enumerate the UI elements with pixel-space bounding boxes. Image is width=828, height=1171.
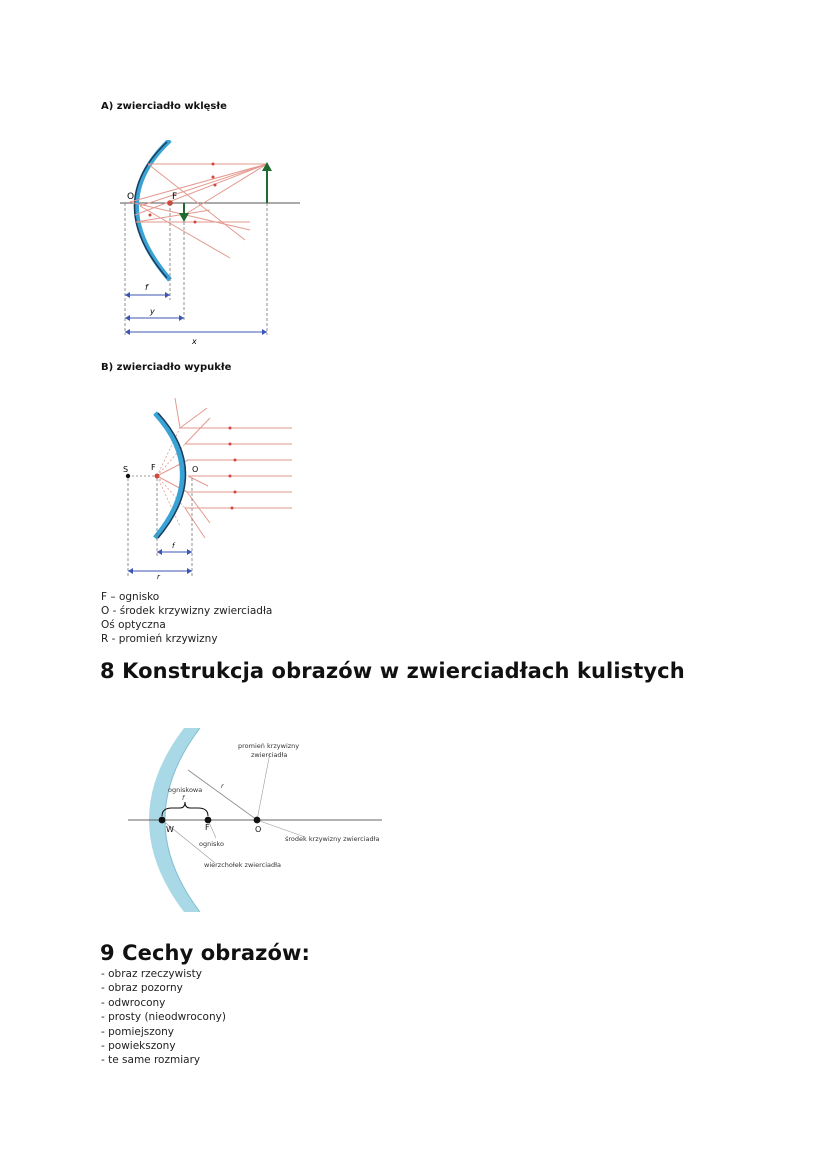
label-f: f: [182, 794, 185, 802]
label-r: r: [221, 782, 224, 790]
mirror-construction-diagram: [120, 720, 390, 920]
label-o: O: [255, 825, 262, 834]
list-item: - te same rozmiary: [101, 1054, 201, 1067]
list-item: - powiekszony: [101, 1040, 176, 1053]
label-f-dist: f: [145, 283, 148, 292]
legend: [101, 590, 272, 646]
label-f-point: F: [205, 823, 210, 832]
label-center: środek krzywizny zwierciadła: [285, 835, 380, 843]
label-w: W: [166, 825, 174, 834]
label-f-point: F: [151, 463, 156, 472]
list-item: - prosty (nieodwrocony): [101, 1011, 226, 1024]
section-a-title: A) zwierciadło wklęsłe: [101, 101, 227, 112]
image-traits-list: [101, 967, 226, 1068]
label-focal-length: ogniskowa: [168, 786, 203, 794]
label-radius-line1: promień krzywizny: [238, 742, 300, 750]
legend-item: O - środek krzywizny zwierciadła: [101, 605, 273, 617]
list-item: - obraz pozorny: [101, 982, 183, 995]
section-9-heading: 9 Cechy obrazów:: [100, 941, 311, 965]
legend-item: Oś optyczna: [101, 619, 166, 631]
label-radius-line2: zwierciadła: [251, 751, 288, 759]
label-r-dist: r: [157, 573, 160, 581]
list-item: - pomiejszony: [101, 1025, 175, 1038]
list-item: - obraz rzeczywisty: [101, 968, 202, 980]
convex-mirror-diagram: [110, 398, 300, 583]
label-vertex: wierzchołek zwierciadła: [204, 861, 281, 869]
section-b-title: B) zwierciadło wypukłe: [101, 362, 232, 373]
label-f-point: F: [172, 192, 178, 202]
legend-item: R - promień krzywizny: [101, 633, 218, 645]
label-s: S: [123, 465, 129, 474]
label-o: O: [127, 192, 135, 202]
concave-mirror-diagram: [100, 140, 310, 350]
section-8-heading: 8 Konstrukcja obrazów w zwierciadłach kulistych: [100, 659, 685, 683]
list-item: - odwrocony: [101, 996, 166, 1009]
label-focus: ognisko: [199, 840, 224, 848]
label-f-dist: f: [172, 542, 175, 550]
label-o: O: [192, 465, 199, 474]
label-y-dist: y: [150, 307, 155, 316]
label-x-dist: x: [192, 337, 197, 346]
legend-item: F – ognisko: [101, 591, 160, 603]
